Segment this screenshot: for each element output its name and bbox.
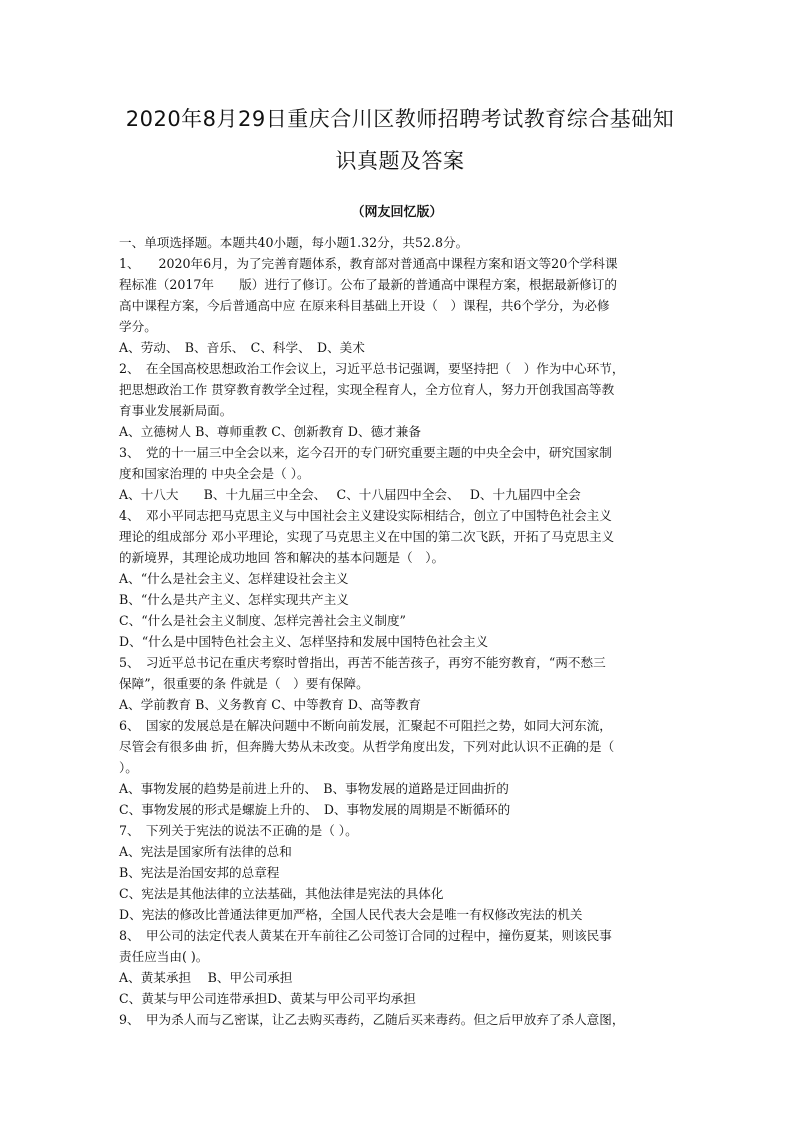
question-2-line-2: 把思想政治工作 贯穿教育教学全过程，实现全程育人，全方位育人，努力开创我国高等教 [119,382,615,397]
question-2-options: A、立德树人 B、尊师重教 C、创新教育 D、德才兼备 [119,424,421,439]
question-8-line-1: 8、 甲公司的法定代表人黄某在开车前往乙公司签订合同的过程中，撞伤夏某，则该民事 [119,928,612,943]
question-6-line-3: ）。 [119,760,138,775]
question-3-line-2: 度和国家治理的 中央全会是（ ）。 [119,466,310,481]
question-4-line-3: 的新境界，其理论成功地回 答和解决的基本问题是（ ）。 [119,550,445,565]
document-body [119,232,679,1030]
question-3-line-1: 3、 党的十一届三中全会以来，迄今召开的专门研究重要主题的中央全会中，研究国家制 [119,445,612,460]
question-2-line-3: 育事业发展新局面。 [119,403,233,418]
question-4-option-a: A、“什么是社会主义、怎样建设社会主义 [119,571,349,586]
question-4-line-1: 4、 邓小平同志把马克思主义与中国社会主义建设实际相结合，创立了中国特色社会主义 [119,508,612,523]
question-4-option-c: C、“什么是社会主义制度、怎样完善社会主义制度” [119,613,406,628]
question-8-options-ab: A、黄某承担 B、甲公司承担 [119,970,293,985]
question-4-option-b: B、“什么是共产主义、怎样实现共产主义 [119,592,349,607]
question-7-option-b: B、宪法是治国安邦的总章程 [119,865,280,880]
document-subtitle: （网友回忆版） [351,205,443,220]
question-1-line-4: 学分。 [119,319,157,334]
question-1-line-2: 程标准（2017年 版）进行了修订。公布了最新的普通高中课程方案，根据最新修订的 [119,277,618,292]
question-8-options-cd: C、黄某与甲公司连带承担D、黄某与甲公司平均承担 [119,991,416,1006]
question-1-line-1: 1、 2020年6月，为了完善育题体系，教育部对普通高中课程方案和语文等20个学科课 [119,256,618,271]
question-7-option-a: A、宪法是国家所有法律的总和 [119,844,292,859]
question-7-option-d: D、宪法的修改比普通法律更加严格，全国人民代表大会是唯一有权修改宪法的机关 [119,907,583,922]
question-8-line-2: 责任应当由( )。 [119,949,209,964]
question-6-options-cd: C、事物发展的形式是螺旋上升的、 D、事物发展的周期是不断循环的 [119,802,511,817]
question-5-options: A、学前教育 B、义务教育 C、中等教育 D、高等教育 [119,697,421,712]
document-title-line-1: 2020年8月29日重庆合川区教师招聘考试教育综合基础知 [125,107,675,131]
question-4-option-d: D、“什么是中国特色社会主义、怎样坚持和发展中国特色社会主义 [119,634,489,649]
section-heading: 一、单项选择题。本题共40小题，每小题1.32分，共52.8分。 [119,235,469,250]
question-9-line-1: 9、 甲为杀人而与乙密谋，让乙去购买毒药，乙随后买来毒药。但之后甲放弃了杀人意图， [119,1012,625,1027]
question-7-option-c: C、宪法是其他法律的立法基础，其他法律是宪法的具体化 [119,886,444,901]
question-2-line-1: 2、 在全国高校思想政治工作会议上，习近平总书记强调，要坚持把（ ）作为中心环节， [119,361,625,376]
question-3-options: A、十八大 B、十九届三中全会、 C、十八届四中全会、 D、十九届四中全会 [119,487,581,502]
document-title-line-2: 识真题及答案 [335,149,465,173]
question-6-line-1: 6、 国家的发展总是在解决问题中不断向前发展，汇聚起不可阻拦之势，如同大河东流， [119,718,612,733]
question-1-line-3: 高中课程方案，今后普通高中应 在原来科目基础上开设（ ）课程，共6个学分，为必修 [119,298,610,313]
question-5-line-1: 5、 习近平总书记在重庆考察时曾指出，再苦不能苦孩子，再穷不能穷教育，“两不愁三 [119,655,606,670]
question-5-line-2: 保障”，很重要的条 件就是（ ）要有保障。 [119,676,369,691]
question-1-options: A、劳动、 B、音乐、 C、科学、 D、美术 [119,340,365,355]
question-6-line-2: 尽管会有很多曲 折，但奔腾大势从未改变。从哲学角度出发，下列对此认识不正确的是（ [119,739,615,754]
question-7-line-1: 7、 下列关于宪法的说法不正确的是（ ）。 [119,823,358,838]
question-6-options-ab: A、事物发展的趋势是前进上升的、 B、事物发展的道路是迂回曲折的 [119,781,509,796]
question-4-line-2: 理论的组成部分 邓小平理论，实现了马克思主义在中国的第二次飞跃，开拓了马克思主义 [119,529,615,544]
